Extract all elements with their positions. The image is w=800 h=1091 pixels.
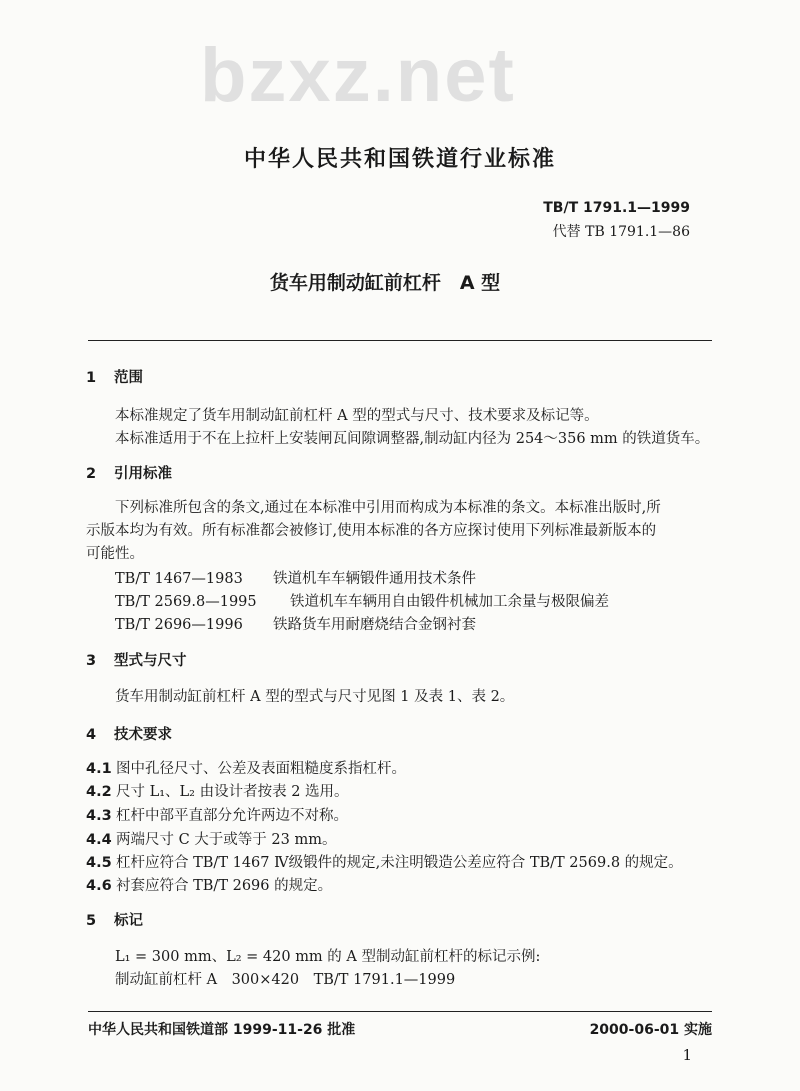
clause-text: 杠杆应符合 TB/T 1467 Ⅳ级锻件的规定,未注明锻造公差应符合 TB/T 2569.8 的规定。: [116, 855, 683, 871]
paragraph-line: 可能性。: [86, 546, 144, 562]
standard-number: TB/T 1791.1—1999: [543, 200, 690, 216]
clause-number: 4.2: [86, 784, 112, 800]
clause-number: 4.1: [86, 761, 112, 777]
clause: [86, 854, 683, 872]
section-title: 范围: [114, 370, 143, 386]
clause-number: 4.5: [86, 855, 112, 871]
section-title: 引用标准: [114, 466, 172, 482]
ref-name: 铁道机车车辆用自由锻件机械加工余量与极限偏差: [290, 594, 609, 610]
paragraph-line: 货车用制动缸前杠杆 A 型的型式与尺寸见图 1 及表 1、表 2。: [115, 689, 515, 705]
paragraph-line: 本标准规定了货车用制动缸前杠杆 A 型的型式与尺寸、技术要求及标记等。: [115, 408, 599, 424]
section-1-heading: [86, 369, 143, 387]
clause-text: 图中孔径尺寸、公差及表面粗糙度系指杠杆。: [116, 761, 406, 777]
watermark: bzxz.net: [200, 33, 516, 118]
clause: [86, 807, 348, 825]
effective-date: 2000-06-01 实施: [589, 1022, 712, 1038]
section-title: 型式与尺寸: [114, 653, 187, 669]
ref-code: TB/T 2569.8—1995: [115, 594, 257, 610]
section-number: 4: [86, 727, 97, 743]
section-number: 5: [86, 913, 97, 929]
section-title: 技术要求: [114, 727, 172, 743]
org-title: 中华人民共和国铁道行业标准: [243, 147, 556, 172]
approval-note: 中华人民共和国铁道部 1999-11-26 批准: [88, 1022, 356, 1038]
clause: [86, 831, 336, 849]
clause-text: 尺寸 L₁、L₂ 由设计者按表 2 选用。: [116, 784, 349, 800]
section-number: 1: [86, 370, 97, 386]
clause-number: 4.4: [86, 832, 112, 848]
section-number: 2: [86, 466, 97, 482]
ref-name: 铁路货车用耐磨烧结合金钢衬套: [273, 617, 476, 633]
clause-number: 4.3: [86, 808, 112, 824]
section-title: 标记: [114, 913, 143, 929]
paragraph-line: 示版本均为有效。所有标准都会被修订,使用本标准的各方应探讨使用下列标准最新版本的: [86, 523, 657, 539]
paragraph-line: 下列标准所包含的条文,通过在本标准中引用而构成为本标准的条文。本标准出版时,所: [115, 500, 661, 516]
footer-rule: [88, 1011, 712, 1012]
section-2-heading: [86, 465, 172, 483]
ref-code: TB/T 1467—1983: [115, 571, 243, 587]
header-rule: [88, 340, 712, 341]
ref-name: 铁道机车车辆锻件通用技术条件: [273, 571, 476, 587]
marking-example: 制动缸前杠杆 A 300×420 TB/T 1791.1—1999: [115, 972, 456, 988]
section-5-heading: [86, 912, 143, 930]
section-3-heading: [86, 652, 187, 670]
paragraph-line: L₁ = 300 mm、L₂ = 420 mm 的 A 型制动缸前杠杆的标记示例:: [115, 949, 541, 965]
clause-text: 衬套应符合 TB/T 2696 的规定。: [116, 878, 333, 894]
document-title: 货车用制动缸前杠杆 A 型: [269, 272, 501, 294]
clause-text: 杠杆中部平直部分允许两边不对称。: [116, 808, 348, 824]
section-number: 3: [86, 653, 97, 669]
page-number: 1: [682, 1046, 692, 1064]
clause: [86, 877, 332, 895]
clause: [86, 760, 406, 778]
ref-code: TB/T 2696—1996: [115, 617, 243, 633]
clause-number: 4.6: [86, 878, 112, 894]
clause-text: 两端尺寸 C 大于或等于 23 mm。: [116, 832, 337, 848]
replaces-note: 代替 TB 1791.1—86: [552, 224, 690, 240]
clause: [86, 783, 349, 801]
section-4-heading: [86, 726, 172, 744]
paragraph-line: 本标准适用于不在上拉杆上安装闸瓦间隙调整器,制动缸内径为 254～356 mm 的铁道货车。: [115, 431, 710, 447]
